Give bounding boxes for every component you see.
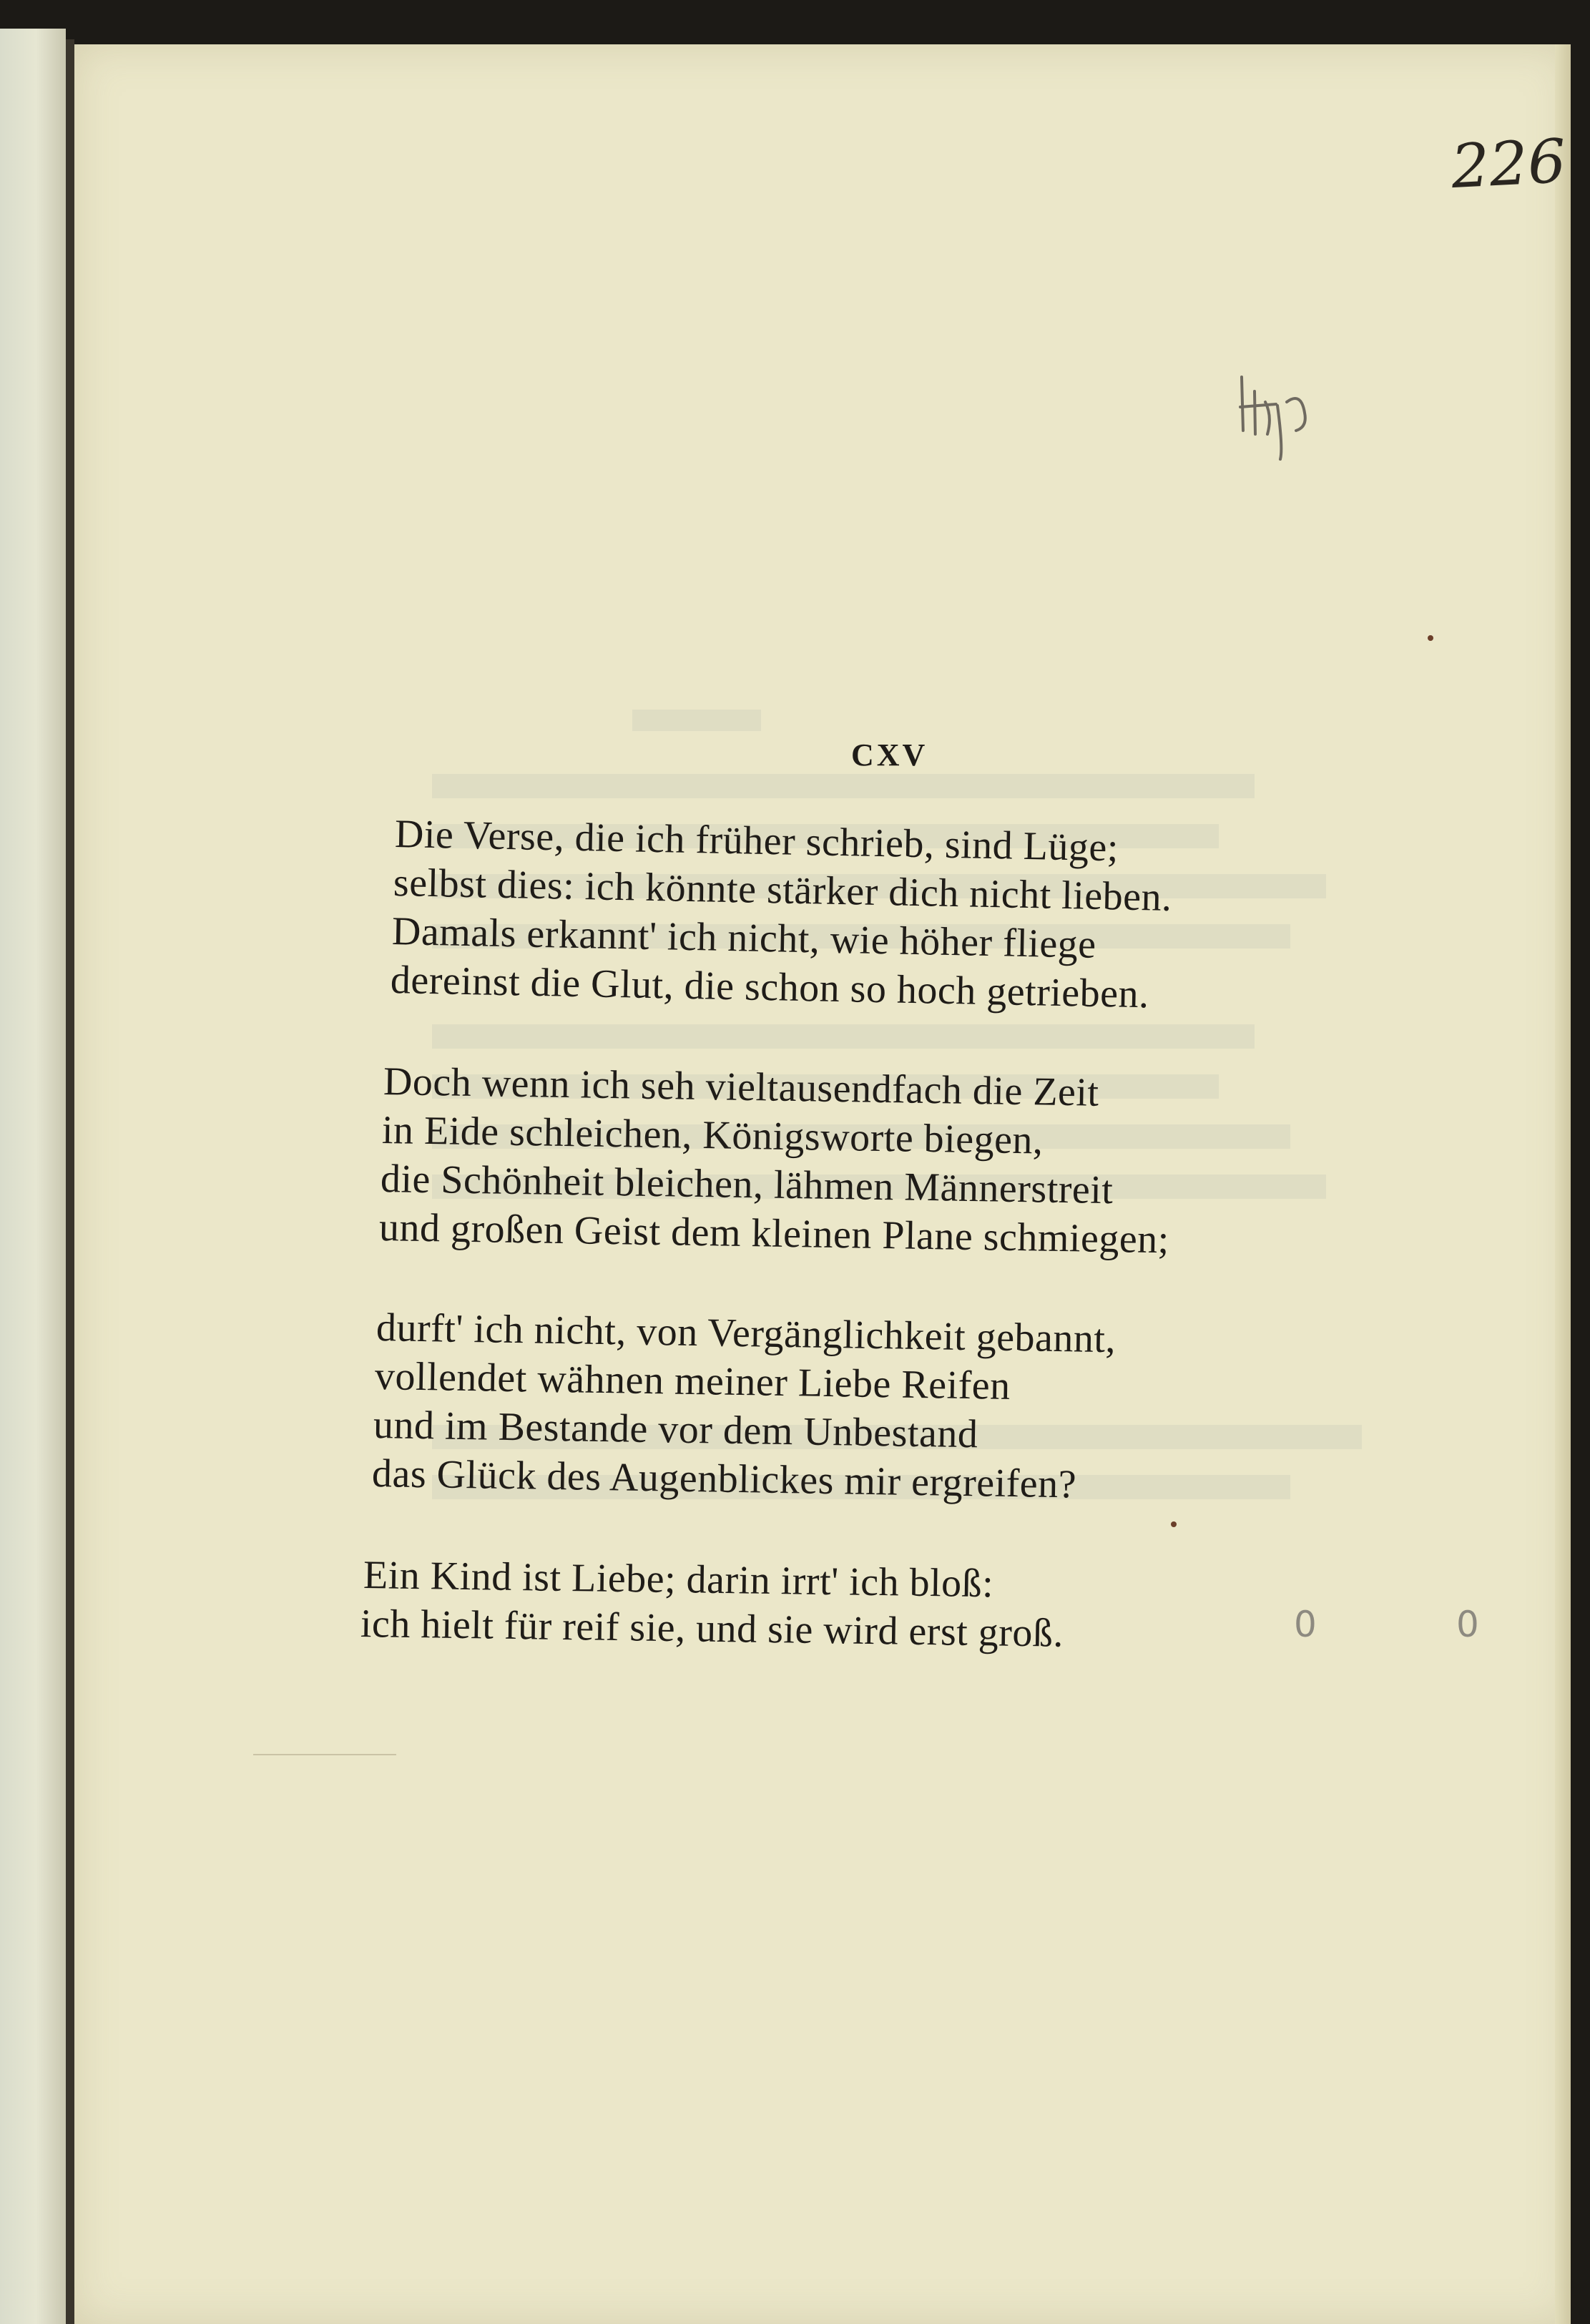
poem-line: und im Bestande vor dem Unbestand [373,1403,978,1457]
poem-line: durft' ich nicht, von Vergänglichkeit gebannt, [376,1305,1117,1362]
poem-line: Die Verse, die ich früher schrieb, sind Lüge; [394,812,1119,871]
book-page [74,44,1571,2324]
poem-line: selbst dies: ich könnte stärker dich nicht lieben. [393,861,1173,920]
margin-mark: 0 [1294,1604,1317,1645]
poem-line: Doch wenn ich seh vieltausendfach die Zeit [383,1059,1100,1115]
paper-crease [253,1754,396,1755]
poem [74,44,1571,2324]
poem-line: Ein Kind ist Liebe; darin irrt' ich bloß: [363,1553,994,1607]
margin-mark: 0 [1456,1604,1479,1645]
poem-line: vollendet wähnen meiner Liebe Reifen [374,1354,1011,1408]
poem-line: ich hielt für reif sie, und sie wird erst groß. [360,1602,1064,1656]
folio-number: 226 [1449,125,1568,202]
poem-line: dereinst die Glut, die schon so hoch getrieben. [390,958,1150,1017]
facing-page-edge [0,29,66,2324]
ink-speck [1428,635,1433,641]
poem-line: in Eide schleichen, Königsworte biegen, [381,1108,1044,1163]
ink-speck [1171,1521,1177,1527]
poem-line: die Schönheit bleichen, lähmen Männerstreit [380,1157,1114,1213]
poem-title: CXV [851,737,928,773]
poem-line: und großen Geist dem kleinen Plane schmiegen; [378,1205,1170,1262]
poem-line: Damals erkannt' ich nicht, wie höher fliege [391,909,1097,967]
book-gutter [66,39,74,2324]
poem-line: das Glück des Augenblickes mir ergreifen? [371,1451,1077,1507]
